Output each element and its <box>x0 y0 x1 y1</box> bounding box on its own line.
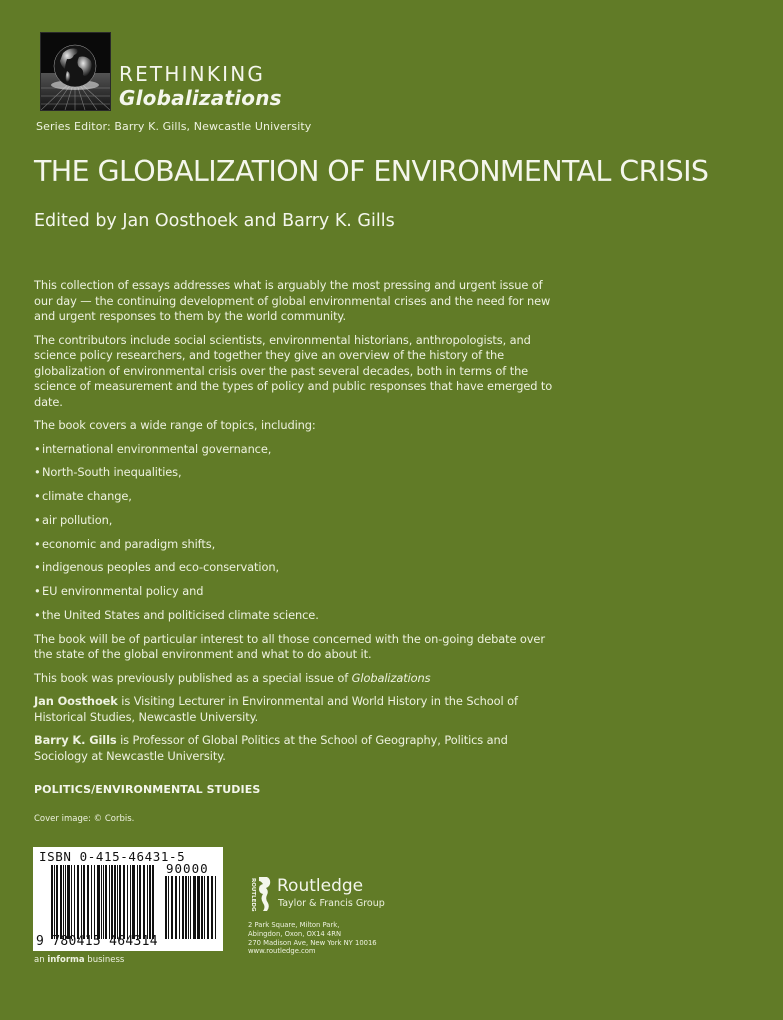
topic-item <box>34 584 564 600</box>
topic-item <box>34 608 564 624</box>
barcode-bars-icon <box>51 865 155 939</box>
price-code: 90000 <box>166 861 209 876</box>
informa-prefix: an <box>34 955 48 965</box>
journal-name: Globalizations <box>351 670 431 685</box>
address-line: 2 Park Square, Milton Park, <box>248 921 340 929</box>
topic-item <box>34 537 564 553</box>
interest-paragraph: The book will be of particular interest to all those concerned with the on-going debate over the state of the global environment and what to do about it. <box>34 631 545 662</box>
bullet-icon: • <box>34 441 41 456</box>
series-editor: Series Editor: Barry K. Gills, Newcastle University <box>36 120 312 133</box>
series-subtitle: Globalizations <box>119 86 282 110</box>
address-line: Abingdon, Oxon, OX14 4RN <box>248 929 342 938</box>
isbn-number: ISBN 0-415-46431-5 <box>39 849 186 864</box>
informa-brand: informa <box>47 955 85 965</box>
book-editors: Edited by Jan Oosthoek and Barry K. Gills <box>34 211 395 231</box>
blurb-paragraph: The contributors include social scientists, environmental historians, anthropologists, and science policy researchers, and together they give an overview of the history of the globalization of environmental crisis over the past several decades, both in terms of the science of measurement and the types of policy and public responses that have emerged to date. <box>34 332 553 409</box>
informa-tagline <box>34 955 124 965</box>
isbn-barcode <box>33 847 223 951</box>
bullet-icon: • <box>34 584 41 599</box>
author-bio-text: is Visiting Lecturer in Environmental and World History in the School of Historical Studies, Newcastle University. <box>34 694 518 724</box>
topic-text: indigenous peoples and eco-conservation, <box>42 560 279 575</box>
publisher-name: Routledge <box>277 876 364 896</box>
topic-text: air pollution, <box>42 512 113 527</box>
cover-credit: Cover image: © Corbis. <box>34 814 135 824</box>
topic-text: economic and paradigm shifts, <box>42 536 216 551</box>
address-line: 270 Madison Ave, New York NY 10016 <box>248 938 377 947</box>
author-bio <box>34 694 564 725</box>
series-name: RETHINKING <box>119 62 266 86</box>
subject-category: POLITICS/ENVIRONMENTAL STUDIES <box>34 783 261 796</box>
blurb <box>34 278 564 772</box>
blurb-paragraph: The book covers a wide range of topics, including: <box>34 418 316 432</box>
topic-text: international environmental governance, <box>42 441 272 456</box>
topic-item <box>34 442 564 458</box>
bullet-icon: • <box>34 489 41 504</box>
book-title: THE GLOBALIZATION OF ENVIRONMENTAL CRISIS <box>34 155 709 188</box>
bullet-icon: • <box>34 608 41 623</box>
publisher-group: Taylor & Francis Group <box>278 898 385 909</box>
topic-text: climate change, <box>42 489 132 504</box>
topic-item <box>34 560 564 576</box>
barcode-addon-bars-icon <box>165 876 217 939</box>
bullet-icon: • <box>34 465 41 480</box>
publisher-website: www.routledge.com <box>248 947 316 956</box>
topic-item <box>34 489 564 505</box>
svg-text:ROUTLEDGE: ROUTLEDGE <box>250 878 256 912</box>
informa-suffix: business <box>84 955 125 965</box>
topic-item <box>34 465 564 481</box>
topic-text: the United States and politicised climate science. <box>42 608 319 623</box>
author-bio <box>34 733 564 764</box>
ean-number: 9 780415 464314 <box>36 934 158 949</box>
author-name: Jan Oosthoek <box>34 694 118 709</box>
author-bio-text: is Professor of Global Politics at the School of Geography, Politics and Sociology at Newcastle University. <box>34 733 508 763</box>
blurb-paragraph: This collection of essays addresses what is arguably the most pressing and urgent issue of our day — the continuing development of global environmental crises and the need for new and urgent responses to them by the world community. <box>34 278 551 323</box>
routledge-logo-icon <box>247 876 275 912</box>
topic-text: North-South inequalities, <box>42 465 182 480</box>
series-logo-globe-icon <box>40 32 111 111</box>
previously-published-text: This book was previously published as a special issue of <box>34 670 352 685</box>
bullet-icon: • <box>34 512 41 527</box>
previously-published <box>34 671 564 687</box>
publisher-address <box>248 921 377 956</box>
bullet-icon: • <box>34 536 41 551</box>
bullet-icon: • <box>34 560 41 575</box>
topic-item <box>34 513 564 529</box>
author-name: Barry K. Gills <box>34 733 117 748</box>
topic-text: EU environmental policy and <box>42 584 204 599</box>
topics-list <box>34 442 564 624</box>
